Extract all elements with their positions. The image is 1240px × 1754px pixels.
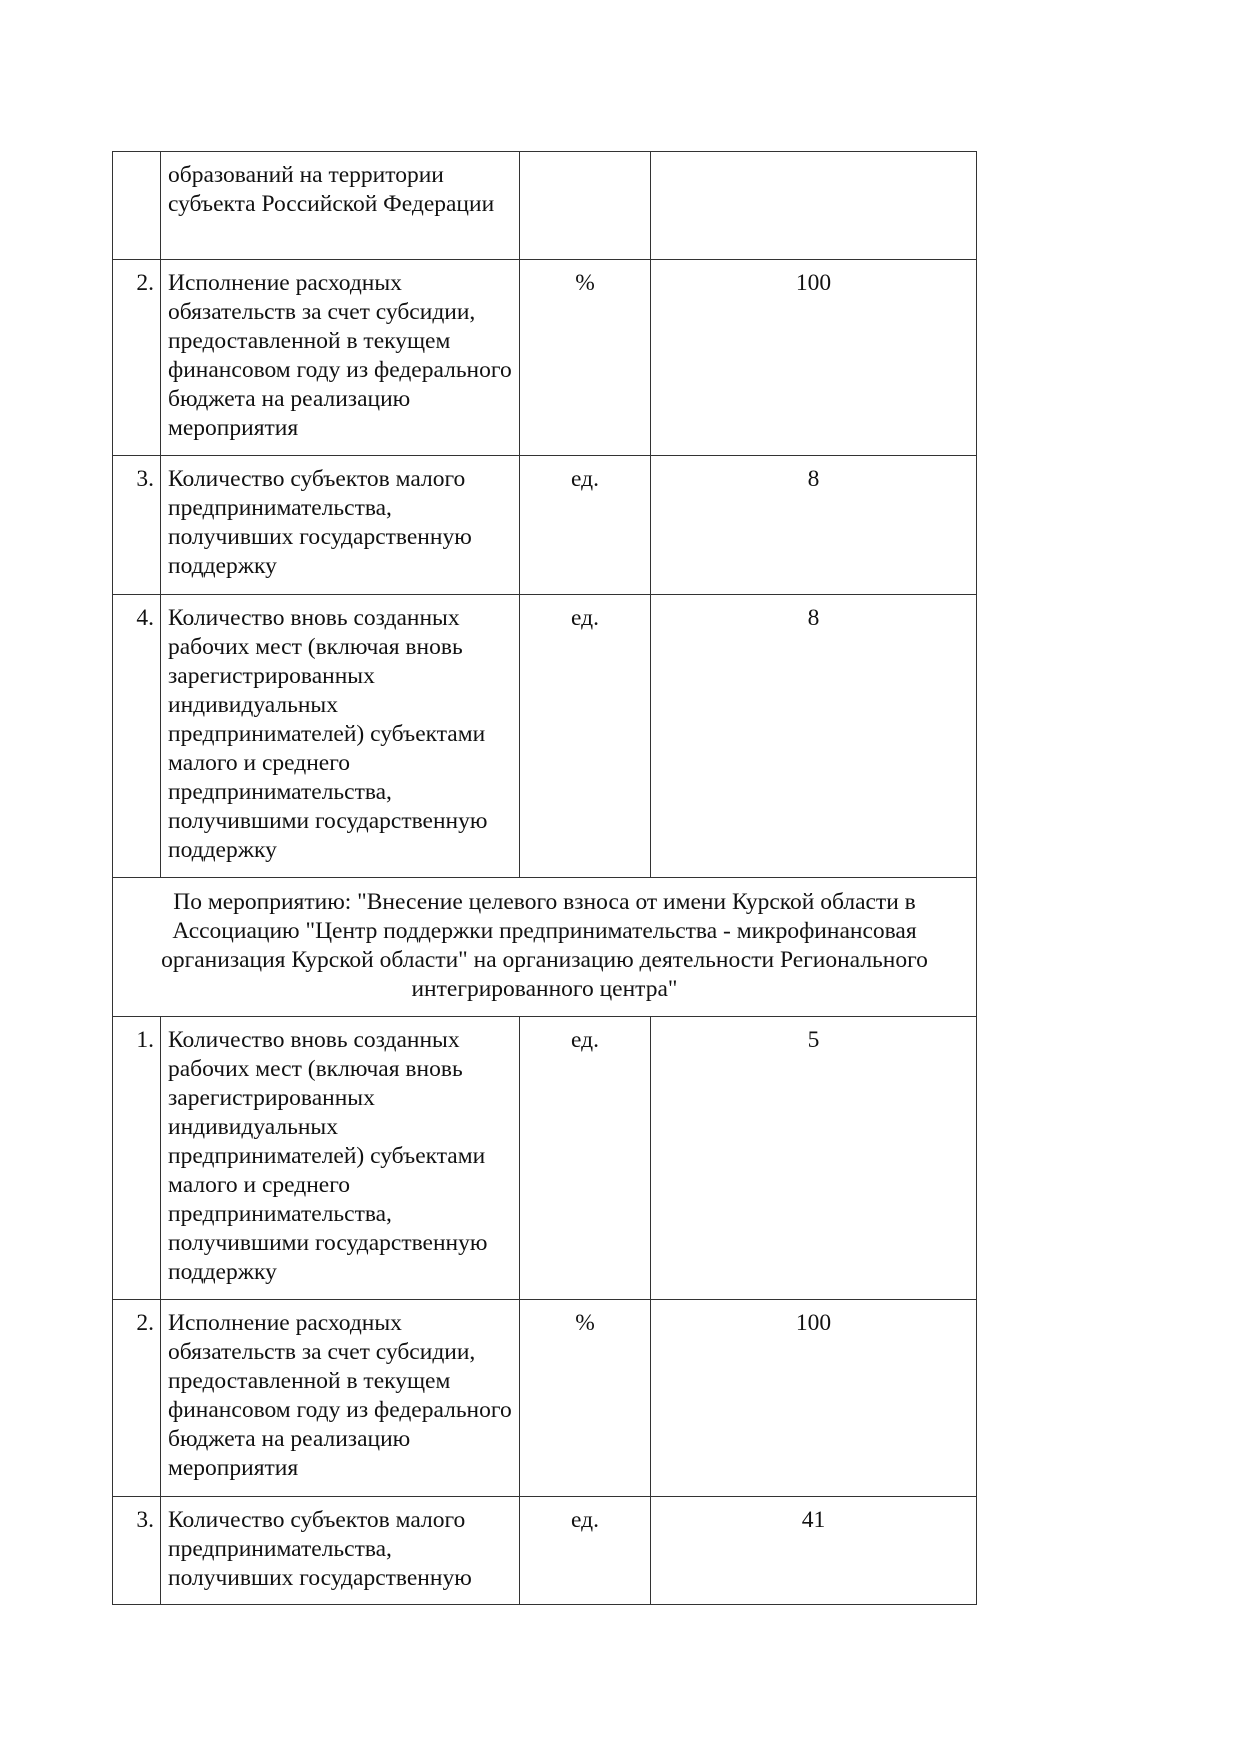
unit (520, 152, 651, 260)
table-row (113, 1300, 977, 1497)
row-number: 3. (113, 1497, 161, 1605)
indicator-name: Количество вновь созданных рабочих мест (включая вновь зарегистрированных индивидуальных предпринимателей) субъектами малого и среднего предпринимательства, получившими государственную поддержку (161, 595, 520, 878)
unit: ед. (520, 1017, 651, 1300)
indicator-name: Количество субъектов малого предпринимательства, получивших государственную (161, 1497, 520, 1605)
section-row (113, 878, 977, 1017)
unit: ед. (520, 1497, 651, 1605)
indicator-name: Количество вновь созданных рабочих мест (включая вновь зарегистрированных индивидуальных предпринимателей) субъектами малого и среднего предпринимательства, получившими государственную поддержку (161, 1017, 520, 1300)
unit: ед. (520, 456, 651, 595)
value: 100 (651, 1300, 977, 1497)
table-row (113, 595, 977, 878)
value: 8 (651, 456, 977, 595)
row-number (113, 152, 161, 260)
row-number: 4. (113, 595, 161, 878)
indicators-table (112, 151, 977, 1605)
indicator-name: Исполнение расходных обязательств за счет субсидии, предоставленной в текущем финансовом году из федерального бюджета на реализацию мероприятия (161, 260, 520, 456)
value (651, 152, 977, 260)
indicator-name: Количество субъектов малого предпринимательства, получивших государственную поддержку (161, 456, 520, 595)
section-title: По мероприятию: "Внесение целевого взноса от имени Курской области в Ассоциацию "Центр поддержки предпринимательства - микрофинансовая организация Курской области" на организацию деятельности Регионального интегрированного центра" (113, 878, 977, 1017)
unit: % (520, 1300, 651, 1497)
unit: ед. (520, 595, 651, 878)
value: 100 (651, 260, 977, 456)
table-row (113, 1017, 977, 1300)
indicator-name: образований на территории субъекта Российской Федерации (161, 152, 520, 260)
indicator-name: Исполнение расходных обязательств за счет субсидии, предоставленной в текущем финансовом году из федерального бюджета на реализацию мероприятия (161, 1300, 520, 1497)
row-number: 2. (113, 260, 161, 456)
row-number: 3. (113, 456, 161, 595)
row-number: 1. (113, 1017, 161, 1300)
table-row (113, 260, 977, 456)
table-row (113, 456, 977, 595)
table-row (113, 152, 977, 260)
value: 5 (651, 1017, 977, 1300)
table-row (113, 1497, 977, 1605)
value: 41 (651, 1497, 977, 1605)
value: 8 (651, 595, 977, 878)
row-number: 2. (113, 1300, 161, 1497)
unit: % (520, 260, 651, 456)
